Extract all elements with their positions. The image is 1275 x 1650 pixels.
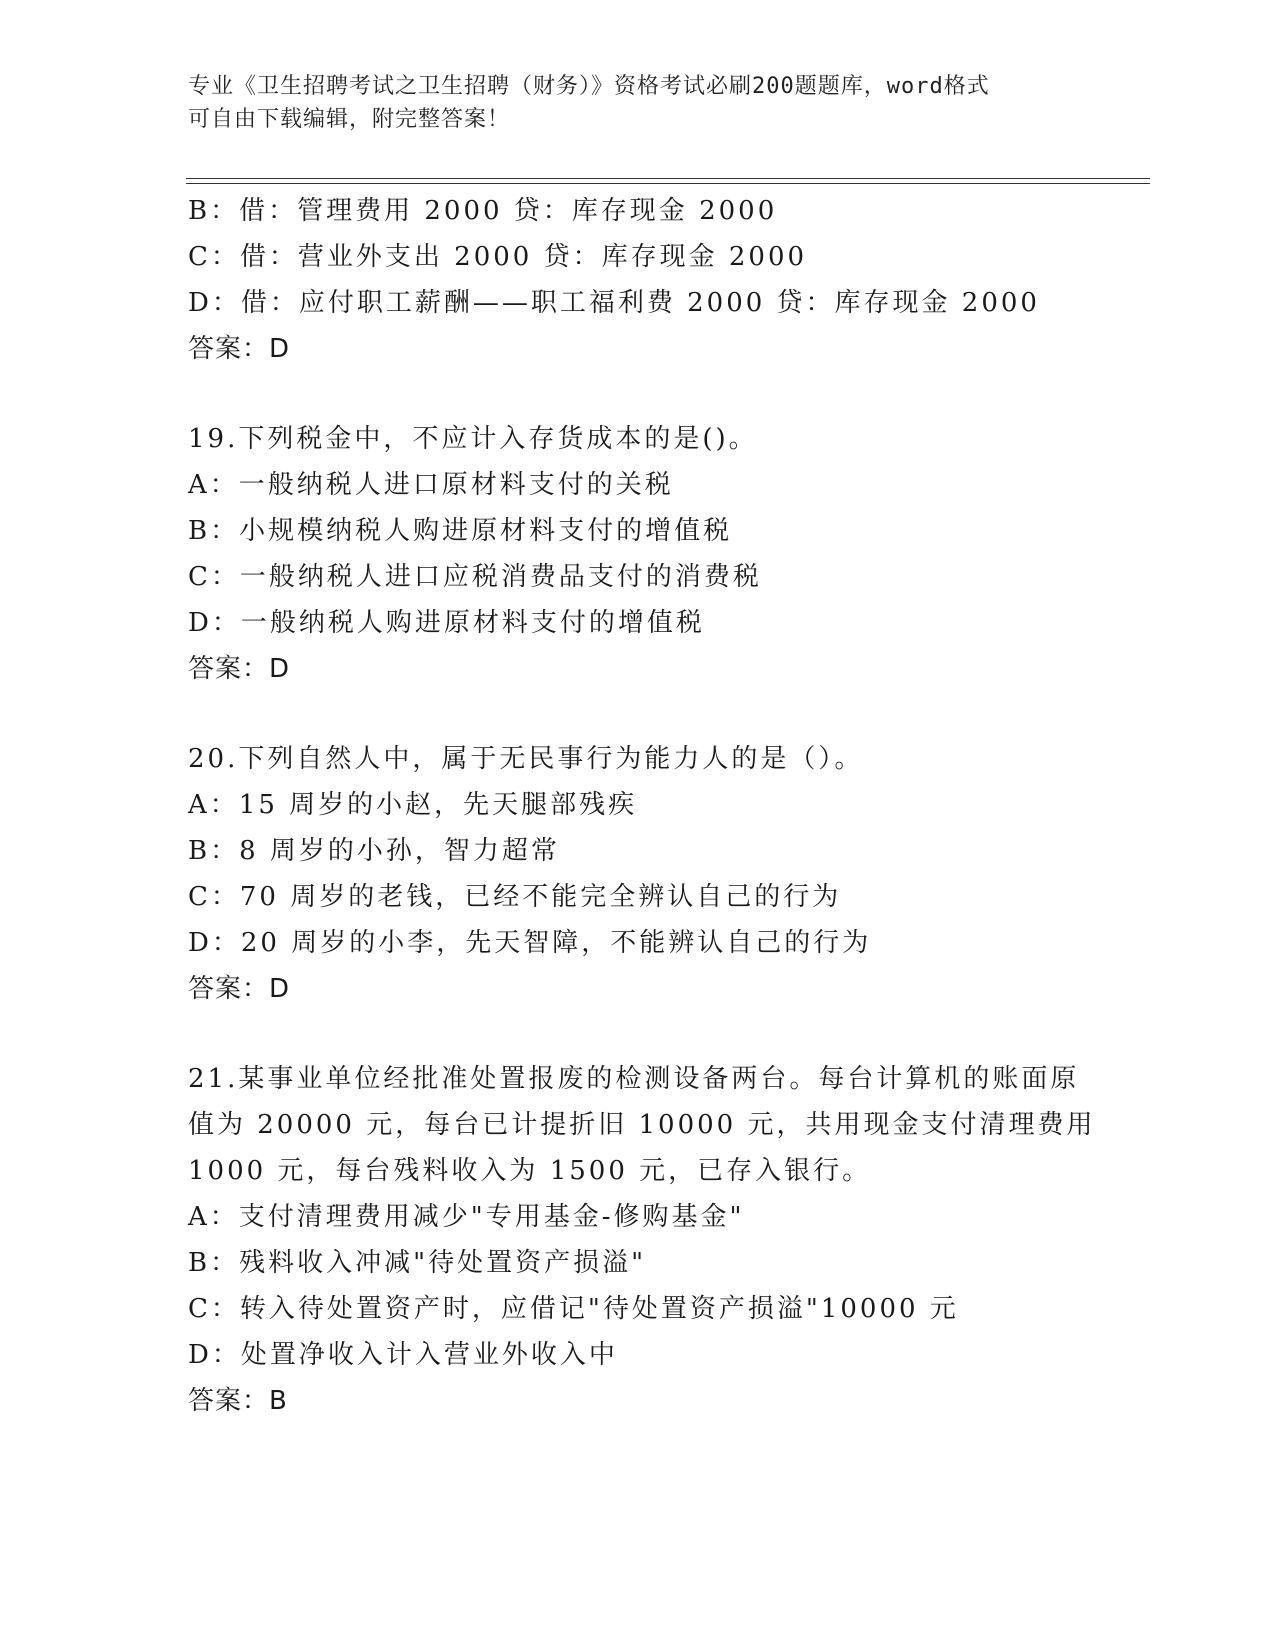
question-stem-line-2: 值为 20000 元，每台已计提折旧 10000 元，共用现金支付清理费用 bbox=[188, 1110, 1096, 1140]
option-d: D：一般纳税人购进原材料支付的增值税 bbox=[188, 608, 705, 638]
question-19 bbox=[188, 416, 1088, 692]
question-stem-line-3: 1000 元，每台残料收入为 1500 元，已存入银行。 bbox=[188, 1156, 872, 1186]
question-20 bbox=[188, 736, 1088, 1012]
question-21 bbox=[188, 1056, 1096, 1424]
question-stem: 20.下列自然人中，属于无民事行为能力人的是（）。 bbox=[188, 744, 864, 774]
header-line-2: 可自由下载编辑，附完整答案！ bbox=[188, 107, 511, 132]
option-b: B：残料收入冲减"待处置资产损溢" bbox=[188, 1248, 647, 1278]
option-d: D：20 周岁的小李，先天智障，不能辨认自己的行为 bbox=[188, 928, 872, 958]
option-a: A：一般纳税人进口原材料支付的关税 bbox=[188, 470, 674, 500]
answer: 答案：D bbox=[188, 334, 291, 364]
option-b: B：小规模纳税人购进原材料支付的增值税 bbox=[188, 516, 733, 546]
option-c: C：70 周岁的老钱，已经不能完全辨认自己的行为 bbox=[188, 882, 842, 912]
option-d: D：借：应付职工薪酬——职工福利费 2000 贷：库存现金 2000 bbox=[188, 288, 1040, 318]
option-c: C：借：营业外支出 2000 贷：库存现金 2000 bbox=[188, 242, 808, 272]
question-stem-line-1: 21.某事业单位经批准处置报废的检测设备两台。每台计算机的账面原 bbox=[188, 1064, 1080, 1094]
header-divider-bottom bbox=[186, 183, 1150, 184]
answer: 答案：D bbox=[188, 974, 291, 1004]
header-divider-top bbox=[186, 178, 1150, 179]
answer: 答案：D bbox=[188, 654, 291, 684]
option-c: C：转入待处置资产时，应借记"待处置资产损溢"10000 元 bbox=[188, 1294, 959, 1324]
question-stem: 19.下列税金中，不应计入存货成本的是()。 bbox=[188, 424, 758, 454]
option-c: C：一般纳税人进口应税消费品支付的消费税 bbox=[188, 562, 762, 592]
option-a: A：15 周岁的小赵，先天腿部残疾 bbox=[188, 790, 638, 820]
option-b: B：8 周岁的小孙，智力超常 bbox=[188, 836, 560, 866]
question-18-continued bbox=[188, 188, 1088, 372]
option-a: A：支付清理费用减少"专用基金-修购基金" bbox=[188, 1202, 745, 1232]
document-body bbox=[188, 188, 1096, 1424]
answer: 答案：B bbox=[188, 1386, 288, 1416]
option-d: D：处置净收入计入营业外收入中 bbox=[188, 1340, 618, 1370]
document-header bbox=[188, 70, 1088, 136]
option-b: B：借：管理费用 2000 贷：库存现金 2000 bbox=[188, 196, 778, 226]
header-line-1: 专业《卫生招聘考试之卫生招聘（财务）》资格考试必刷200题题库，word格式 bbox=[188, 74, 990, 99]
